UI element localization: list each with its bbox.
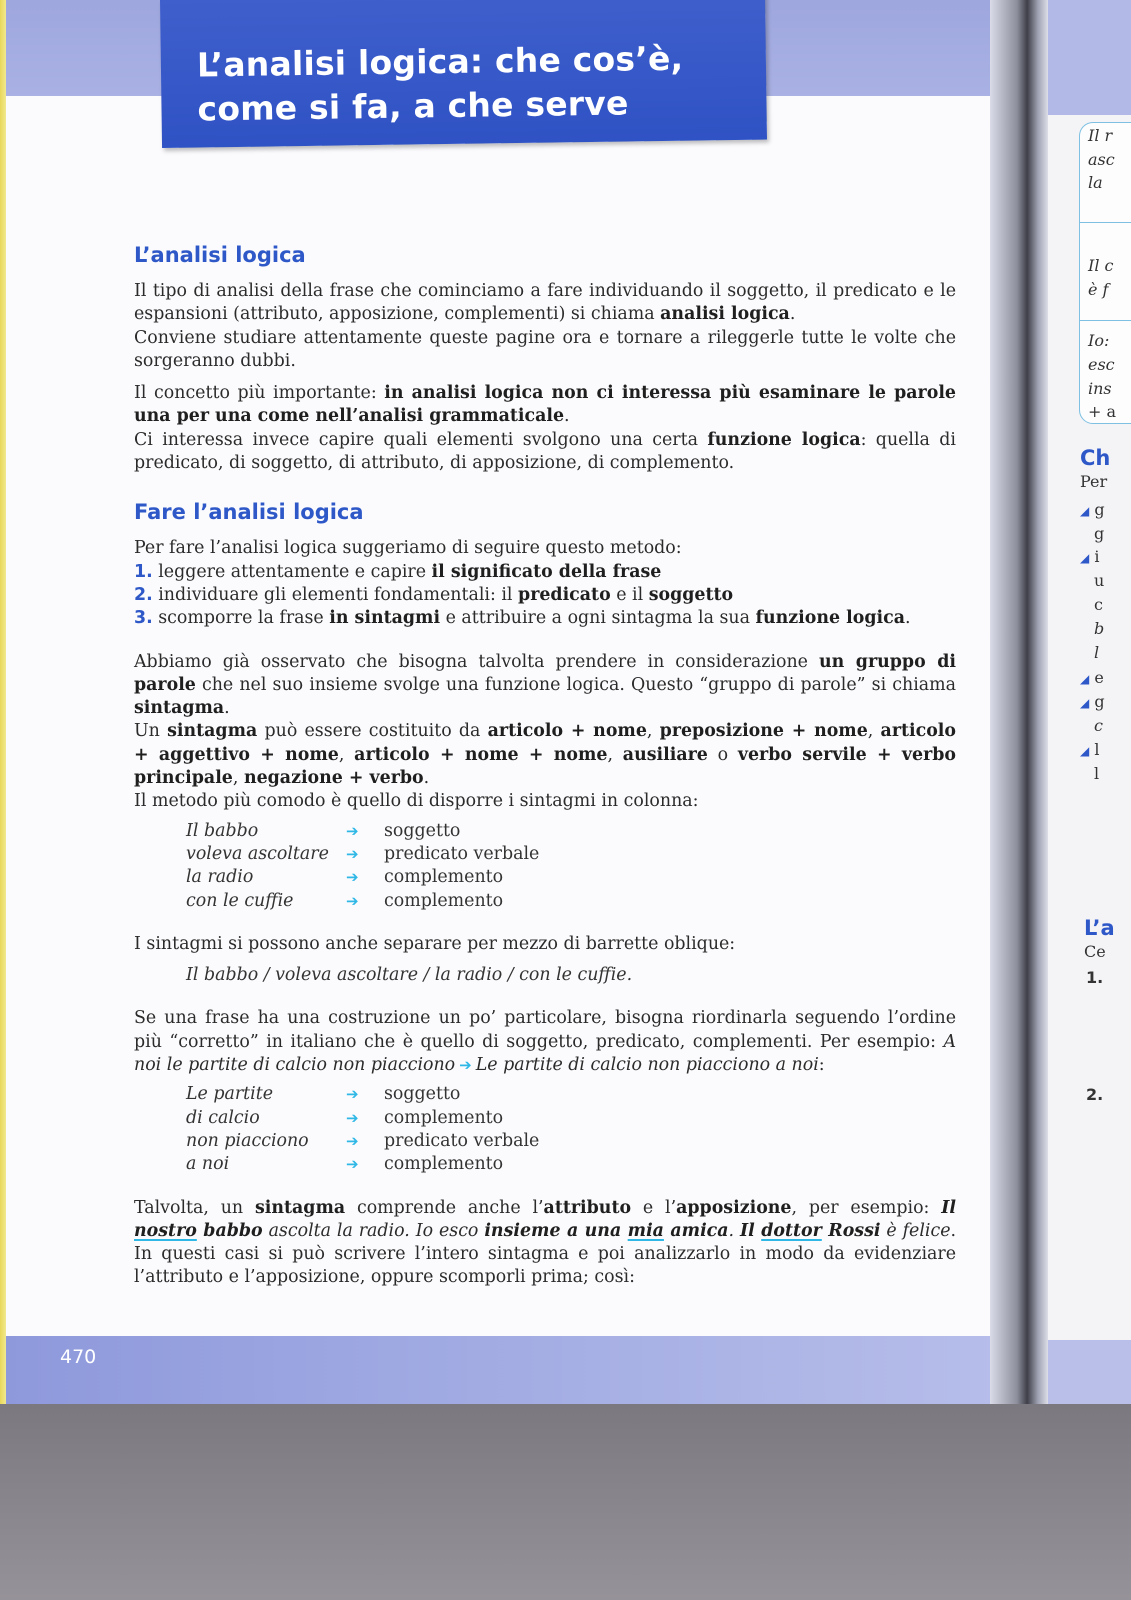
- chapter-title-box: [160, 0, 767, 148]
- title-line-1: L’analisi logica: che cos’è,: [196, 38, 684, 85]
- arrow-icon: ➔: [346, 891, 359, 910]
- analysis-row: [186, 1130, 956, 1153]
- right-text-fragment: b: [1094, 619, 1105, 638]
- right-page-fragment: [1048, 0, 1131, 1404]
- analysis-function: predicato verbale: [384, 1130, 540, 1151]
- arrow-icon: ➔: [346, 844, 359, 863]
- right-number-fragment: 1.: [1086, 968, 1104, 987]
- right-text-fragment: ◢ l: [1080, 740, 1100, 759]
- analysis-function: complemento: [384, 1154, 504, 1175]
- right-text-fragment: è f: [1088, 280, 1109, 299]
- right-text-fragment: Io:: [1088, 331, 1110, 350]
- right-text-fragment: asc: [1088, 150, 1115, 169]
- arrow-icon: ➔: [346, 1131, 359, 1150]
- analysis-row: [186, 820, 956, 843]
- book-gutter: [990, 0, 1050, 1404]
- right-text-fragment: esc: [1088, 355, 1115, 374]
- method-step-3: 3. scomporre la frase in sintagmi e attribuire a ogni sintagma la sua funzione logica.: [134, 608, 911, 629]
- analysis-term: voleva ascoltare: [186, 843, 329, 864]
- arrow-icon: ➔: [346, 821, 359, 840]
- right-text-fragment: ◢ g: [1080, 500, 1105, 519]
- analysis-function: complemento: [384, 1107, 504, 1128]
- method-step-1: 1. leggere attentamente e capire il significato della frase: [134, 561, 662, 582]
- right-bottom-band: [1048, 1340, 1131, 1404]
- page-number: 470: [60, 1346, 97, 1368]
- analysis-table-1: [186, 820, 956, 913]
- right-text-fragment: ◢ g: [1080, 692, 1105, 711]
- arrow-icon: ➔: [346, 868, 359, 887]
- right-text-fragment: Per: [1080, 472, 1108, 491]
- right-text-fragment: la: [1088, 173, 1103, 192]
- analysis-term: di calcio: [186, 1107, 260, 1128]
- section-heading-fare-analisi: Fare l’analisi logica: [134, 500, 364, 525]
- analysis-row: [186, 1083, 956, 1106]
- right-text-fragment: ◢ i: [1080, 547, 1100, 566]
- section-heading-analisi-logica: L’analisi logica: [134, 243, 306, 267]
- analysis-function: complemento: [384, 867, 504, 888]
- method-step-2: 2. individuare gli elementi fondamentali: il predicato e il soggetto: [134, 584, 734, 605]
- paragraph-intro: Il tipo di analisi della frase che cominciamo a fare individuando il soggetto, il predicato e le espansioni (attributo, apposizione, complementi) si chiama analisi logica. Conviene studiare attentamente queste pagine ora e tornare a rileggerle tutte le volte che sorgeranno dubbi.: [134, 281, 956, 371]
- analysis-function: soggetto: [384, 1084, 461, 1105]
- method-steps: [134, 561, 956, 631]
- right-text-fragment: Il c: [1088, 256, 1114, 275]
- paragraph-slashes: I sintagmi si possono anche separare per mezzo di barrette oblique:: [134, 933, 736, 954]
- analysis-term: la radio: [186, 867, 254, 888]
- box-divider: [1079, 222, 1131, 223]
- analysis-row: [186, 1153, 956, 1176]
- analysis-term: con le cuffie: [186, 890, 294, 911]
- right-text-fragment: g: [1094, 524, 1105, 543]
- right-text-fragment: Ce: [1084, 942, 1106, 961]
- right-text-fragment: l: [1094, 764, 1100, 783]
- arrow-icon: ➔: [459, 1056, 472, 1075]
- slash-example: Il babbo / voleva ascoltare / la radio / con le cuffie.: [186, 965, 633, 986]
- analysis-row: [186, 1107, 956, 1130]
- paragraph-key-concept: Il concetto più importante: in analisi logica non ci interessa più esaminare le parole una per una come nell’analisi grammaticale. Ci interessa invece capire quali elementi svolgono una certa funzione logica: quella di predicato, di soggetto, di attributo, di apposizione, di complemento.: [134, 383, 956, 474]
- paragraph-reorder: Se una frase ha una costruzione un po’ particolare, bisogna riordinarla seguendo l’ordine più “corretto” in italiano che è quello di soggetto, predicato, complementi. Per esempio: A noi le partite di calcio non piacciono ➔ Le partite di calcio non piacciono a noi:: [134, 1008, 956, 1076]
- analysis-term: a noi: [186, 1154, 230, 1175]
- analysis-row: [186, 890, 956, 913]
- arrow-icon: ➔: [346, 1085, 359, 1104]
- analysis-row: [186, 866, 956, 889]
- analysis-term: Le partite: [186, 1084, 274, 1105]
- arrow-icon: ➔: [346, 1108, 359, 1127]
- right-text-fragment: ins: [1088, 379, 1112, 398]
- right-number-fragment: 2.: [1086, 1085, 1104, 1104]
- right-text-fragment: + a: [1088, 402, 1117, 421]
- right-heading-fragment: L’a: [1084, 916, 1115, 940]
- analysis-function: soggetto: [384, 820, 461, 841]
- right-text-fragment: c: [1094, 716, 1103, 735]
- chapter-title: [197, 36, 758, 132]
- right-text-fragment: c: [1094, 595, 1103, 614]
- right-text-fragment: Il r: [1088, 126, 1113, 145]
- analysis-function: complemento: [384, 890, 504, 911]
- analysis-term: Il babbo: [186, 820, 259, 841]
- paragraph-attributo-apposizione: Talvolta, un sintagma comprende anche l’attributo e l’apposizione, per esempio: Il nostro babbo ascolta la radio. Io esco insieme a una mia amica. Il dottor Rossi è felice. In questi casi si può scrivere l’intero sintagma e poi analizzarlo in modo da evidenziare l’attributo e l’apposizione, oppure scomporli prima; così:: [134, 1197, 957, 1288]
- analysis-term: non piacciono: [186, 1130, 309, 1151]
- analysis-row: [186, 843, 956, 866]
- bottom-color-band: [6, 1336, 996, 1404]
- method-intro: Per fare l’analisi logica suggeriamo di seguire questo metodo:: [134, 538, 682, 559]
- scanner-background: [0, 1404, 1131, 1600]
- arrow-icon: ➔: [346, 1155, 359, 1174]
- title-line-2: come si fa, a che serve: [197, 83, 629, 129]
- right-heading-fragment: Ch: [1080, 446, 1111, 470]
- right-text-fragment: u: [1094, 571, 1105, 590]
- page-content: [134, 242, 956, 1290]
- analysis-table-2: [186, 1083, 956, 1176]
- paragraph-sintagma-definition: Abbiamo già osservato che bisogna talvolta prendere in considerazione un gruppo di parole che nel suo insieme svolge una funzione logica. Questo “gruppo di parole” si chiama sintagma. Un sintagma può essere costituito da articolo + nome, preposizione + nome, articolo + aggettivo + nome, articolo + nome + nome, ausiliare o verbo servile + verbo principale, negazione + verbo. Il metodo più comodo è quello di disporre i sintagmi in colonna:: [134, 651, 957, 812]
- right-top-band: [1048, 0, 1131, 115]
- right-text-fragment: ◢ e: [1080, 668, 1104, 687]
- right-text-fragment: l: [1094, 643, 1100, 662]
- analysis-function: predicato verbale: [384, 843, 540, 864]
- box-divider: [1079, 320, 1131, 321]
